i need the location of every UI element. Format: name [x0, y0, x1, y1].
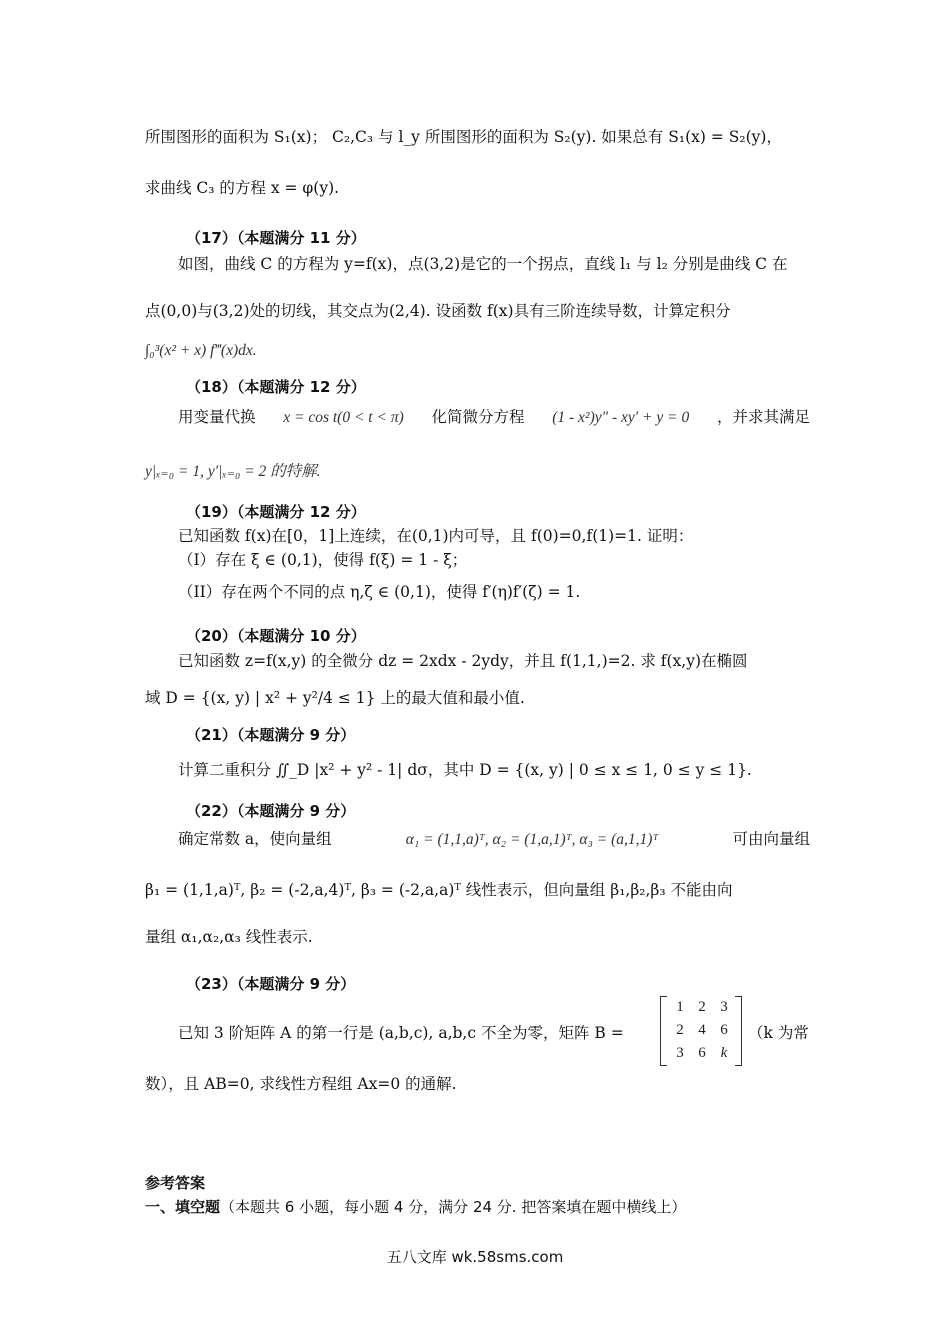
question-23-heading: （23）（本题满分 9 分） — [186, 975, 356, 993]
text-fragment: 用变量代换 — [178, 408, 256, 426]
section-note: （本题共 6 小题，每小题 4 分，满分 24 分. 把答案填在题中横线上） — [220, 1198, 687, 1216]
formula-line — [145, 461, 810, 482]
matrix-cell: 2 — [676, 1022, 684, 1038]
text-line: 数），且 AB=0, 求线性方程组 Ax=0 的通解. — [145, 1075, 457, 1093]
text-line: 计算二重积分 ∬_D |x² + y² - 1| dσ，其中 D = {(x, y) | 0 ≤ x ≤ 1, 0 ≤ y ≤ 1}. — [178, 761, 752, 779]
matrix-b-grid — [669, 997, 735, 1064]
text-line: （I）存在 ξ ∈ (0,1)，使得 f(ξ) = 1 - ξ； — [178, 551, 468, 569]
text-line: 已知 3 阶矩阵 A 的第一行是 (a,b,c), a,b,c 不全为零，矩阵 B = — [178, 1024, 624, 1042]
section-heading — [145, 1197, 686, 1217]
question-18-heading: （18）（本题满分 12 分） — [186, 378, 366, 396]
integral-formula: ∫₀³(x² + x) f‴(x)dx. — [145, 342, 257, 359]
matrix-cell: k — [720, 1045, 728, 1061]
matrix-cell: 6 — [720, 1022, 728, 1038]
matrix-cell: 4 — [698, 1022, 706, 1038]
matrix-cell: 3 — [676, 1045, 684, 1061]
matrix-cell: 2 — [698, 999, 706, 1015]
question-20-heading: （20）（本题满分 10 分） — [186, 627, 366, 645]
answers-title: 参考答案 — [145, 1174, 206, 1192]
text-fragment: 可由向量组 — [732, 830, 810, 848]
text-line: 量组 α₁,α₂,α₃ 线性表示. — [145, 928, 313, 946]
matrix-cell: 3 — [720, 999, 728, 1015]
matrix-cell: 6 — [698, 1045, 706, 1061]
text-line — [178, 829, 810, 850]
question-17-heading: （17）（本题满分 11 分） — [186, 229, 366, 247]
text-line: 点(0,0)与(3,2)处的切线，其交点为(2,4). 设函数 f(x)具有三阶连续导数，计算定积分 — [145, 302, 731, 320]
question-19-heading: （19）（本题满分 12 分） — [186, 503, 366, 521]
text-line: 如图，曲线 C 的方程为 y=f(x)，点(3,2)是它的一个拐点，直线 l₁ 与 l₂ 分别是曲线 C 在 — [178, 255, 788, 273]
question-21-heading: （21）（本题满分 9 分） — [186, 726, 356, 744]
text-fragment: ，并求其满足 — [716, 408, 810, 426]
substitution-formula: x = cos t(0 < t < π) — [283, 409, 404, 426]
matrix-b — [660, 996, 742, 1066]
vector-group-alpha: α₁ = (1,1,a)ᵀ, α₂ = (1,a,1)ᵀ, α₃ = (a,1,1)ᵀ — [405, 831, 659, 848]
initial-conditions: y|ₓ₌₀ = 1, y′|ₓ₌₀ = 2 的特解. — [145, 463, 321, 480]
matrix-cell: 1 — [676, 999, 684, 1015]
text-line: （II）存在两个不同的点 η,ζ ∈ (0,1)，使得 f′(η)f′(ζ) = 1. — [178, 583, 581, 601]
differential-equation: (1 - x²)y″ - xy′ + y = 0 — [552, 409, 690, 426]
text-line: 已知函数 z=f(x,y) 的全微分 dz = 2xdx - 2ydy，并且 f(1,1,)=2. 求 f(x,y)在椭圆 — [178, 652, 748, 670]
text-line: （k 为常 — [748, 1024, 809, 1042]
formula-line — [145, 340, 810, 361]
text-fragment: 化简微分方程 — [431, 408, 525, 426]
question-22-heading: （22）（本题满分 9 分） — [186, 802, 356, 820]
text-fragment: 确定常数 a，使向量组 — [178, 830, 332, 848]
text-line — [178, 407, 810, 428]
footer-watermark: 五八文库 wk.58sms.com — [386, 1248, 564, 1266]
text-line: 域 D = {(x, y) | x² + y²/4 ≤ 1} 上的最大值和最小值. — [145, 689, 525, 707]
text-line: 求曲线 C₃ 的方程 x = φ(y). — [145, 179, 340, 197]
text-line: 所围图形的面积为 S₁(x)； C₂,C₃ 与 l_y 所围图形的面积为 S₂(y). 如果总有 S₁(x) = S₂(y)， — [145, 128, 782, 146]
text-line: 已知函数 f(x)在[0，1]上连续，在(0,1)内可导，且 f(0)=0,f(1)=1. 证明： — [178, 527, 694, 545]
section-title: 一、填空题 — [145, 1198, 221, 1216]
text-line: β₁ = (1,1,a)ᵀ, β₂ = (-2,a,4)ᵀ, β₃ = (-2,a,a)ᵀ 线性表示，但向量组 β₁,β₂,β₃ 不能由向 — [145, 881, 733, 899]
